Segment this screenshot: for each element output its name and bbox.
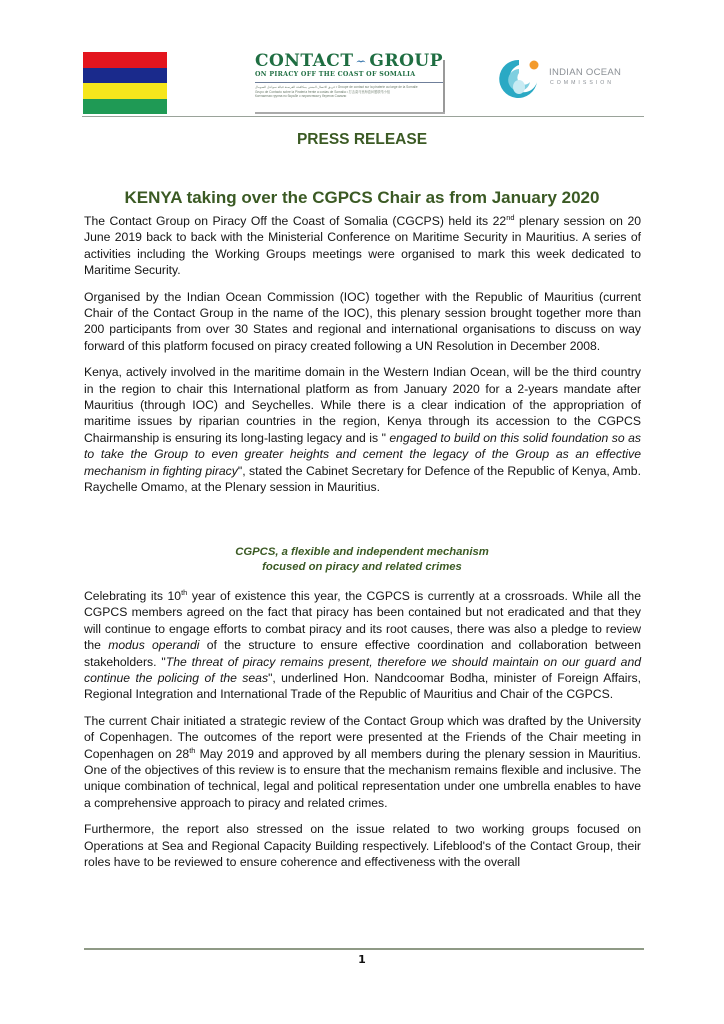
body-paragraph	[84, 289, 641, 355]
ioc-swirl-icon	[497, 56, 543, 102]
footer-divider	[84, 948, 644, 950]
paragraph-text: ", stated the Cabinet Secretary for Defence of the Republic of Kenya, Amb. Raychelle Omamo, at the Plenary session in Mauritius.	[84, 463, 641, 495]
contact-group-multilingual	[255, 85, 443, 99]
header-divider	[82, 116, 644, 117]
section-subheading	[0, 545, 724, 574]
ioc-name-line1: INDIAN OCEAN	[549, 67, 622, 78]
seagull-icon	[356, 55, 366, 67]
body-paragraph	[84, 713, 641, 811]
body-section-1	[84, 213, 641, 506]
multilingual-line: Grupo de Contacto sobre la Piratería frente a costas de Somalia • 打击索马里海盗问题联络小组	[255, 89, 391, 94]
ioc-name-line2: COMMISSION	[550, 80, 615, 86]
paragraph-text: plenary session on 20 June 2019 back to back with the Ministerial Conference on Maritime Security in Mauritius. A series of activities including the Working Groups meetings were organised to mark this week dedicated to Maritime Security.	[84, 214, 642, 278]
subheading-line-2: focused on piracy and related crimes	[262, 560, 462, 573]
contact-group-title	[255, 52, 443, 70]
contact-group-logo	[255, 52, 443, 112]
logo-frame-shadow-bottom	[255, 112, 445, 114]
contact-group-title-right: GROUP	[369, 51, 443, 71]
logo-frame-shadow	[443, 60, 445, 112]
contact-group-title-left: CONTACT	[255, 51, 354, 71]
body-paragraph	[84, 213, 641, 279]
paragraph-text: year of existence this year, the CGPCS is currently at a crossroads. While all the CGPCS members agreed on the fact that piracy has been contained but not eradicated and that they will continue to engage efforts to combat piracy and its root causes, there was also a pledge to review the	[84, 589, 641, 653]
body-paragraph	[84, 821, 641, 870]
paragraph-text: Kenya, actively involved in the maritime domain in the Western Indian Ocean, will be the third country in the region to chair this International platform as from January 2020 for a 2-years mandate after Mauritius (through IOC) and Seychelles. While there is a clear indication of the appropriation of maritime issues by riparian countries in the region, Kenya through its accession to the CGPCS Chairmanship is ensuring its long-lasting legacy and is "	[84, 365, 641, 445]
paragraph-text: Organised by the Indian Ocean Commission (IOC) together with the Republic of Mauritius (current Chair of the Contact Group in the name of the IOC), this plenary session brought together more than 200 participants from over 30 States and regional and international organisations to discuss on way forward of this platform focused on piracy created following a UN Resolution in December 2008.	[84, 289, 641, 353]
flag-stripe-yellow	[83, 83, 167, 99]
paragraph-text: May 2019 and approved by all members during the plenary session in Mauritius. One of the objectives of this review is to ensure that the mechanism remains flexible and inclusive. The unique combination of technical, legal and political representation under one umbrella enables to have a comprehensive approach to piracy and related crimes.	[84, 746, 641, 810]
body-section-2	[84, 588, 641, 881]
body-paragraph	[84, 588, 641, 703]
contact-group-subtitle: ON PIRACY OFF THE COAST OF SOMALIA	[255, 70, 443, 83]
page-number: 1	[358, 953, 366, 966]
indian-ocean-commission-logo	[497, 54, 647, 104]
multilingual-line: Контактная группа по борьбе с пиратством у берегов Сомали	[255, 94, 347, 99]
paragraph-text: Furthermore, the report also stressed on the issue related to two working groups focused on Operations at Sea and Regional Capacity Building respectively. Lifeblood's of the Contact Group, their roles have to be reviewed to ensure coherence and effectiveness with the overall	[84, 822, 641, 870]
body-paragraph	[84, 364, 641, 495]
subheading-line-1: CGPCS, a flexible and independent mechanism	[235, 546, 489, 558]
multilingual-line: فريق الاتصال المعني بمكافحة القرصنة قبالة سواحل الصومال • Groupe de contact sur la piraterie au large de la Somalie	[255, 85, 418, 89]
quoted-text: The threat of piracy remains present, therefore we should maintain on our guard and continue the policing of the seas	[84, 654, 642, 686]
headline: KENYA taking over the CGPCS Chair as from January 2020	[124, 188, 600, 207]
ordinal-suffix: nd	[506, 212, 515, 222]
quoted-text: modus operandi	[108, 638, 200, 653]
press-release-label: PRESS RELEASE	[296, 131, 428, 148]
flag-stripe-green	[83, 99, 167, 115]
flag-stripe-red	[83, 52, 167, 68]
paragraph-text: The Contact Group on Piracy Off the Coast of Somalia (CGCPS) held its 22	[84, 214, 507, 228]
flag-stripe-blue	[83, 68, 167, 84]
mauritius-flag	[83, 52, 167, 114]
ordinal-suffix: th	[181, 587, 188, 597]
paragraph-text: ", underlined Hon. Nandcoomar Bodha, minister of Foreign Affairs, Regional Integration and International Trade of the Republic of Mauritius and Chair of the CGPCS.	[84, 671, 641, 702]
paragraph-text: Celebrating its 10	[84, 589, 182, 603]
paragraph-text: The current Chair initiated a strategic review of the Contact Group which was drafted by the University of Copenhagen. The outcomes of the report were presented at the Friends of the Chair meeting in Copenhagen on 28	[84, 713, 641, 761]
ordinal-suffix: th	[189, 745, 196, 755]
quoted-text: engaged to build on this solid foundation so as to take the Group to even greater heights and cement the legacy of the Group as an effective mechanism in fighting piracy	[84, 430, 641, 478]
paragraph-text: of the structure to ensure effective coordination and collaboration between stakeholders. "	[84, 638, 641, 669]
